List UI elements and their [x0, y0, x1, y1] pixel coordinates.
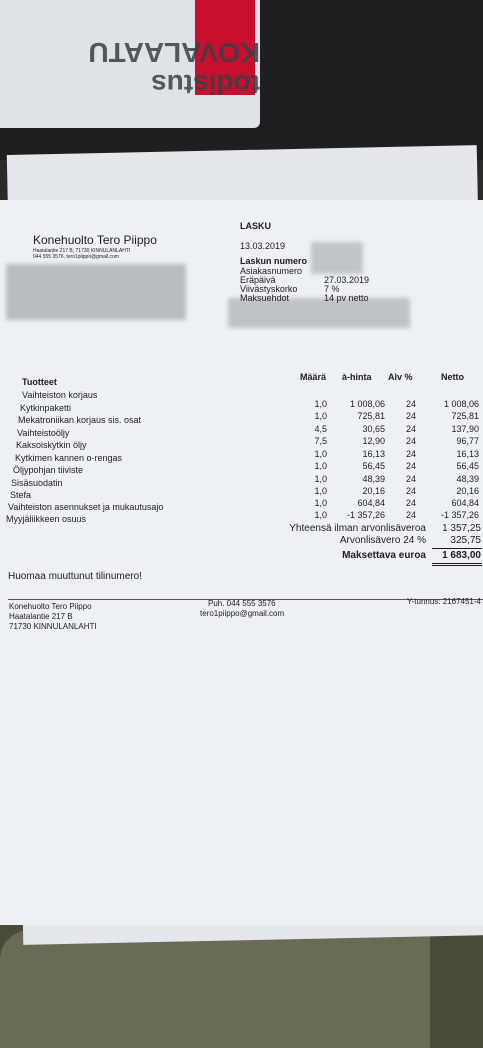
row-description: Kaksoiskytkin öljy — [16, 440, 87, 450]
total-excl-vat-value: 1 357,25 — [442, 523, 481, 534]
row-unit-price: -1 357,26 — [346, 510, 385, 520]
row-net: 56,45 — [456, 461, 479, 471]
row-quantity: 1,0 — [314, 411, 327, 421]
row-vat: 24 — [405, 510, 416, 520]
row-vat: 24 — [405, 461, 416, 471]
background-cloth — [0, 930, 430, 1048]
invoice-sheet — [0, 200, 483, 925]
header-net: Netto — [441, 372, 464, 382]
row-net: 137,90 — [451, 424, 479, 434]
redacted-invoice-number — [311, 242, 363, 274]
footer-phone: Puh. 044 555 3576 — [208, 599, 276, 608]
row-unit-price: 56,45 — [362, 461, 385, 471]
total-excl-vat-label: Yhteensä ilman arvonlisäveroa — [289, 523, 426, 534]
footer-address — [9, 602, 97, 632]
row-description: Vaihteistoöljy — [17, 428, 70, 438]
row-unit-price: 16,13 — [362, 449, 385, 459]
double-rule-top — [432, 563, 482, 564]
header-vat: Alv % — [388, 372, 413, 382]
row-unit-price: 30,65 — [362, 424, 385, 434]
row-vat: 24 — [405, 411, 416, 421]
double-rule-bottom — [432, 565, 482, 566]
row-vat: 24 — [405, 474, 416, 484]
row-description: Vaihteiston asennukset ja mukautusajo — [8, 502, 164, 512]
field-label: Eräpäivä — [240, 275, 276, 285]
row-net: -1 357,26 — [440, 510, 479, 520]
row-description: Kytkinpaketti — [20, 403, 72, 413]
footer-contact — [200, 599, 284, 619]
footer-company-name: Konehuolto Tero Piippo — [9, 602, 92, 611]
vat-amount-value: 325,75 — [450, 535, 481, 546]
invoice-title: LASKU — [240, 221, 271, 231]
amount-due-label: Maksettava euroa — [342, 550, 426, 561]
row-unit-price: 20,16 — [362, 486, 385, 496]
row-description: Sisäsuodatin — [11, 478, 63, 488]
row-net: 20,16 — [456, 486, 479, 496]
company-phone-email: 044 555 3576, tero1piippo@gmail.com — [33, 254, 119, 260]
row-net: 725,81 — [451, 411, 479, 421]
field-value: 27.03.2019 — [324, 275, 370, 285]
header-products: Tuotteet — [22, 377, 57, 387]
row-description: Stefa — [10, 490, 32, 500]
field-label: Maksuehdot — [240, 293, 290, 303]
row-vat: 24 — [405, 498, 416, 508]
footer-email: tero1piippo@gmail.com — [200, 609, 285, 618]
row-net: 16,13 — [456, 449, 479, 459]
row-unit-price: 604,84 — [357, 498, 385, 508]
company-name: Konehuolto Tero Piippo — [33, 233, 157, 247]
footer-business-id: Y-tunnus: 2167451-4 — [407, 597, 481, 606]
sum-rule — [432, 548, 482, 549]
field-value: 14 pv netto — [324, 293, 369, 303]
row-vat: 24 — [405, 424, 416, 434]
redacted-recipient — [6, 264, 186, 320]
field-label: Laskun numero — [240, 256, 308, 266]
row-quantity: 1,0 — [314, 399, 327, 409]
row-quantity: 1,0 — [314, 498, 327, 508]
row-vat: 24 — [405, 436, 416, 446]
row-vat: 24 — [405, 486, 416, 496]
row-vat: 24 — [405, 449, 416, 459]
row-net: 1 008,06 — [443, 399, 479, 409]
row-description: Mekatroniikan korjaus sis. osat — [18, 415, 142, 425]
company-contact — [33, 248, 193, 260]
row-unit-price: 48,39 — [362, 474, 385, 484]
row-quantity: 1,0 — [314, 461, 327, 471]
row-quantity: 1,0 — [314, 474, 327, 484]
row-description: Myyjäliikkeen osuus — [6, 514, 87, 524]
company-address: Haatalantie 217 B, 71730 KINNULANLAHTI — [33, 248, 131, 254]
row-net: 48,39 — [456, 474, 479, 484]
vat-amount-label: Arvonlisävero 24 % — [339, 535, 426, 546]
header-unit-price: à-hinta — [342, 372, 372, 382]
row-quantity: 4,5 — [314, 424, 327, 434]
amount-due-value: 1 683,00 — [442, 550, 481, 561]
field-label: Asiakasnumero — [240, 266, 303, 276]
row-unit-price: 1 008,06 — [349, 399, 385, 409]
row-unit-price: 12,90 — [362, 436, 385, 446]
row-description: Kytkimen kannen o-rengas — [15, 453, 123, 463]
row-description: Öljypohjan tiiviste — [13, 465, 84, 475]
row-quantity: 7,5 — [314, 436, 327, 446]
footer-city: 71730 KINNULANLAHTI — [9, 622, 97, 631]
row-description: Vaihteiston korjaus — [22, 390, 98, 400]
field-value: 7 % — [324, 284, 340, 294]
row-quantity: 1,0 — [314, 449, 327, 459]
row-net: 604,84 — [451, 498, 479, 508]
row-net: 96,77 — [456, 436, 479, 446]
invoice-date: 13.03.2019 — [240, 241, 286, 251]
header-quantity: Määrä — [300, 372, 327, 382]
row-quantity: 1,0 — [314, 486, 327, 496]
background-card-text: todistus KOVALAATU — [88, 37, 260, 100]
row-unit-price: 725,81 — [357, 411, 385, 421]
row-vat: 24 — [405, 399, 416, 409]
field-label: Viivästyskorko — [240, 284, 298, 294]
footer-street: Haatalantie 217 B — [9, 612, 73, 621]
row-quantity: 1,0 — [314, 510, 327, 520]
account-change-notice: Huomaa muuttunut tilinumero! — [8, 571, 142, 582]
